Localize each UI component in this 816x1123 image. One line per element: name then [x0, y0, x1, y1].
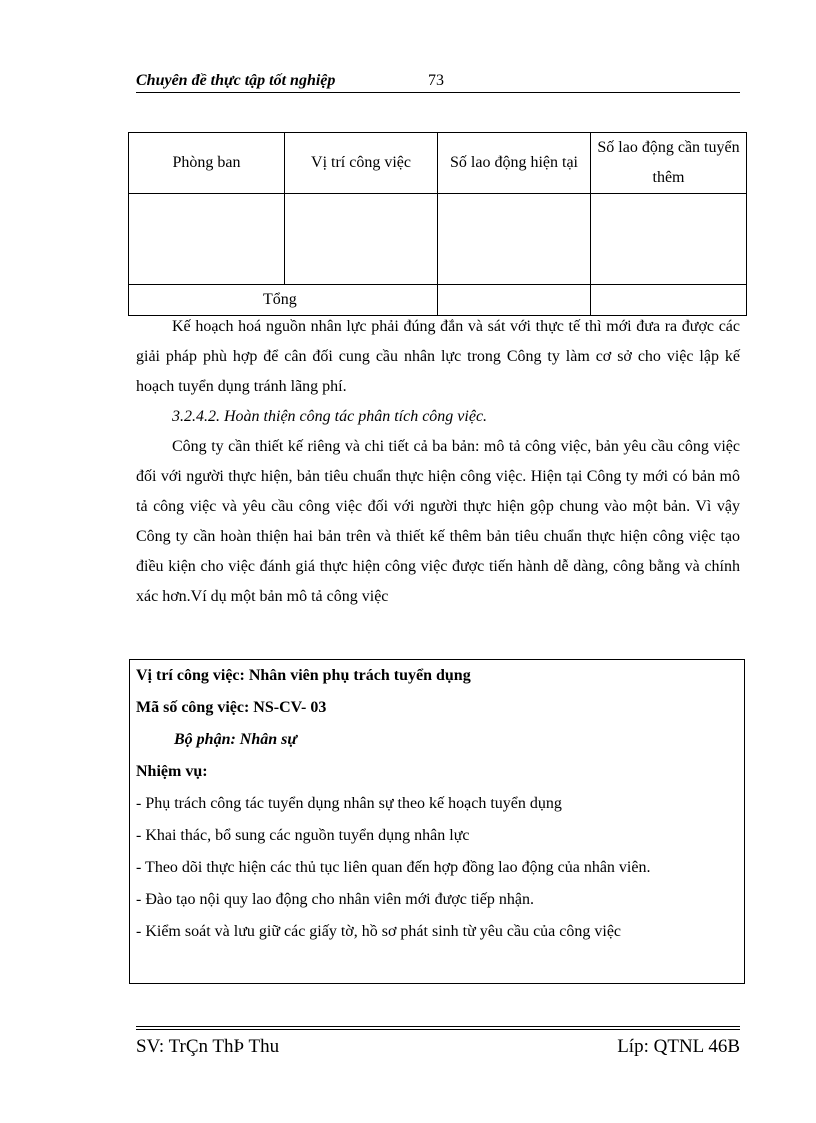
- header-divider: [136, 92, 740, 93]
- column-header-current-staff: Số lao động hiện tại: [438, 133, 591, 194]
- job-department: Bộ phận: Nhân sự: [174, 731, 297, 748]
- column-header-position: Vị trí công việc: [285, 133, 438, 194]
- table-cell: [438, 194, 591, 285]
- table-cell: [438, 285, 591, 316]
- page-footer: [136, 1036, 740, 1060]
- staffing-table: [128, 132, 747, 316]
- duties-label: Nhiệm vụ:: [136, 763, 208, 780]
- table-total-row: [129, 285, 747, 316]
- list-item: - Đào tạo nội quy lao động cho nhân viên mới được tiếp nhận.: [136, 891, 534, 908]
- table-cell: [591, 194, 747, 285]
- table-cell: [591, 285, 747, 316]
- job-position: Vị trí công việc: Nhân viên phụ trách tuyển dụng: [136, 667, 471, 684]
- list-item: - Theo dõi thực hiện các thủ tục liên quan đến hợp đồng lao động của nhân viên.: [136, 859, 651, 876]
- job-code: Mã số công việc: NS-CV- 03: [136, 699, 327, 716]
- paragraph-job-analysis: Công ty cần thiết kế riêng và chi tiết cả ba bản: mô tả công việc, bản yêu cầu công việc đối với người thực hiện, bản tiêu chuẩn thực hiện công việc. Hiện tại Công ty mới có bản mô tả công việc và yêu cầu công việc đối với người thực hiện gộp chung vào một bản. Vì vậy Công ty cần hoàn thiện hai bản trên và thiết kế thêm bản tiêu chuẩn thực hiện công việc tạo điều kiện cho việc đánh giá thực hiện công việc được tiến hành dễ dàng, công bằng và chính xác hơn.Ví dụ một bản mô tả công việc: [136, 438, 740, 605]
- table-header-row: [129, 133, 747, 194]
- table-cell: [129, 194, 285, 285]
- table-row: [129, 194, 747, 285]
- job-description-box: [129, 659, 745, 984]
- column-header-staff-needed: Số lao động cần tuyển thêm: [591, 133, 747, 194]
- list-item: - Khai thác, bổ sung các nguồn tuyển dụng nhân lực: [136, 827, 470, 844]
- column-header-department: Phòng ban: [129, 133, 285, 194]
- page-number: 73: [428, 72, 444, 89]
- total-label: Tổng: [129, 285, 438, 316]
- section-subheading: 3.2.4.2. Hoàn thiện công tác phân tích công việc.: [172, 408, 488, 425]
- table-cell: [285, 194, 438, 285]
- list-item: - Phụ trách công tác tuyển dụng nhân sự theo kế hoạch tuyển dụng: [136, 795, 562, 812]
- footer-divider: [136, 1026, 740, 1027]
- footer-divider: [136, 1029, 740, 1030]
- list-item: - Kiểm soát và lưu giữ các giấy tờ, hồ sơ phát sinh từ yêu cầu của công việc: [136, 923, 622, 940]
- document-title: Chuyên đề thực tập tốt nghiệp: [136, 72, 336, 89]
- class-code: Líp: QTNL 46B: [617, 1036, 740, 1057]
- body-section: [136, 312, 740, 612]
- student-name: SV: TrÇn ThÞ Thu: [136, 1036, 280, 1057]
- page-header: [136, 72, 740, 92]
- paragraph-planning: Kế hoạch hoá nguồn nhân lực phải đúng đắn và sát với thực tế thì mới đưa ra được các giải pháp phù hợp để cân đối cung cầu nhân lực trong Công ty làm cơ sở cho việc lập kế hoạch tuyển dụng tránh lãng phí.: [136, 318, 740, 395]
